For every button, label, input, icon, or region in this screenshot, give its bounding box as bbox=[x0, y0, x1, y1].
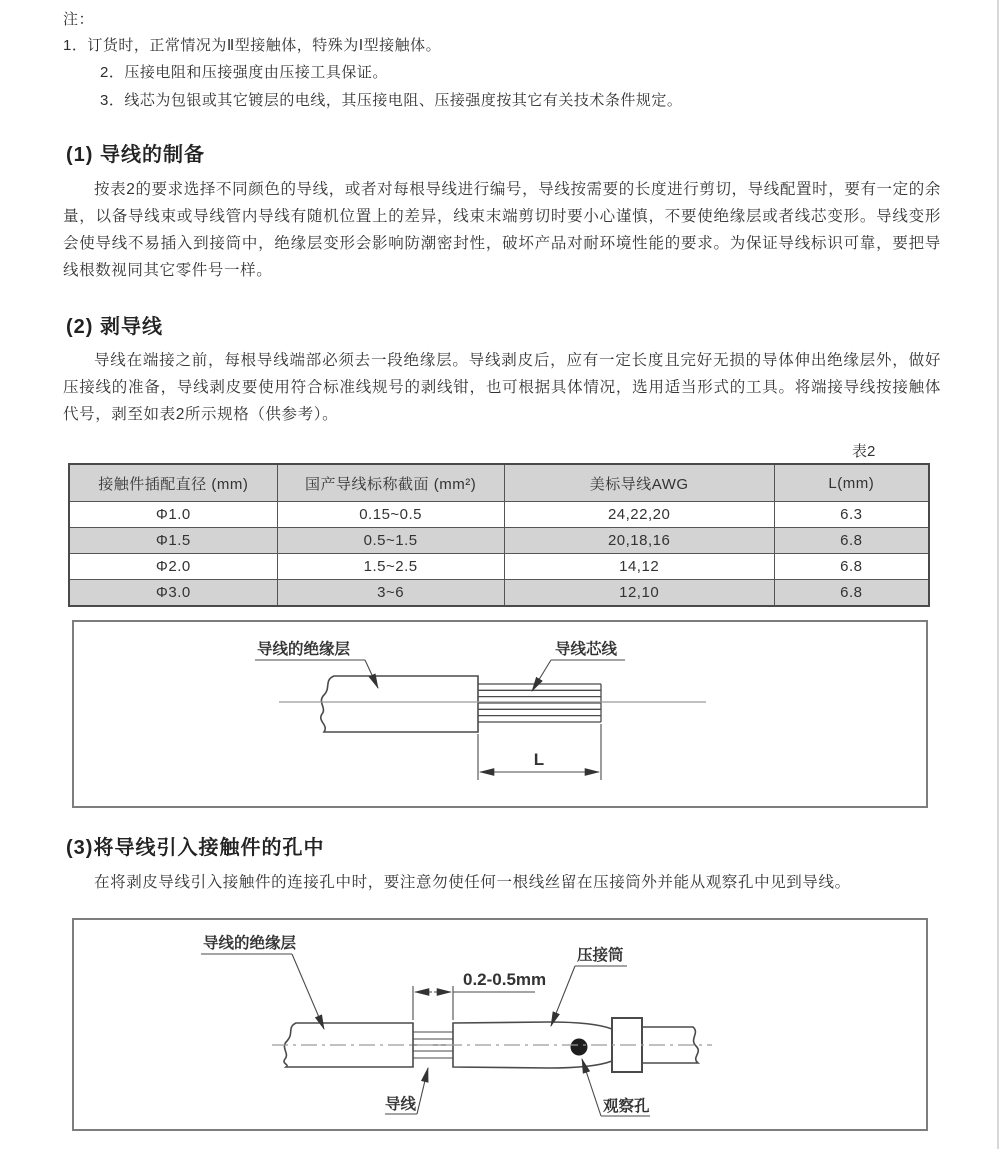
dim-gap-label: 0.2-0.5mm bbox=[463, 970, 547, 989]
cell-length: 6.8 bbox=[774, 554, 929, 580]
table-row bbox=[69, 528, 929, 554]
insulation-outline bbox=[321, 676, 478, 732]
cell-length: 6.8 bbox=[774, 528, 929, 554]
figure-stripped-wire bbox=[72, 620, 928, 808]
core-leader-line bbox=[532, 660, 625, 691]
cell-section: 0.15~0.5 bbox=[277, 502, 504, 528]
col-header-awg: 美标导线AWG bbox=[504, 464, 774, 502]
table-row bbox=[69, 554, 929, 580]
cell-diameter: Φ1.5 bbox=[69, 528, 277, 554]
section2-body: 导线在端接之前，每根导线端部必须去一段绝缘层。导线剥皮后，应有一定长度且完好无损的导体伸出绝缘层外，做好压接线的准备，导线剥皮要使用符合标准线规号的剥线钳，也可根据具体情况，选用适当形式的工具。将端接导线按接触体代号，剥至如表2所示规格（供参考）。 bbox=[63, 352, 941, 423]
inspection-hole-label: 观察孔 bbox=[603, 1098, 650, 1115]
insulation-label: 导线的绝缘层 bbox=[203, 935, 297, 952]
cell-diameter: Φ2.0 bbox=[69, 554, 277, 580]
crimp-barrel-label: 压接筒 bbox=[577, 947, 624, 964]
col-header-section: 国产导线标称截面 (mm²) bbox=[277, 464, 504, 502]
stripped-wire-drawing bbox=[74, 622, 926, 806]
core-label: 导线芯线 bbox=[555, 641, 618, 658]
cell-diameter: Φ1.0 bbox=[69, 502, 277, 528]
cell-length: 6.3 bbox=[774, 502, 929, 528]
cell-awg: 14,12 bbox=[504, 554, 774, 580]
cell-section: 0.5~1.5 bbox=[277, 528, 504, 554]
table-caption: 表2 bbox=[852, 443, 876, 460]
cell-awg: 20,18,16 bbox=[504, 528, 774, 554]
cell-awg: 12,10 bbox=[504, 580, 774, 607]
dimension-gap bbox=[413, 986, 535, 1020]
section1-title: (1) 导线的制备 bbox=[66, 144, 205, 166]
section1-body: 按表2的要求选择不同颜色的导线，或者对每根导线进行编号，导线按需要的长度进行剪切，导线配置时，要有一定的余量，以备导线束或导线管内导线有随机位置上的差异，线束末端剪切时要小心谨慎，不要使绝缘层或者线芯变形。导线变形会使导线不易插入到接筒中，绝缘层变形会影响防潮密封性，破坏产品对耐环境性能的要求。为保证导线标识可靠，要把导线根数视同其它零件号一样。 bbox=[63, 181, 941, 279]
dim-L-label: L bbox=[533, 750, 545, 769]
cell-diameter: Φ3.0 bbox=[69, 580, 277, 607]
note-item-2: 2．压接电阻和压接强度由压接工具保证。 bbox=[100, 64, 388, 81]
notes-label: 注： bbox=[63, 11, 95, 28]
figure-crimp-barrel bbox=[72, 918, 928, 1131]
cell-section: 3~6 bbox=[277, 580, 504, 607]
table-row bbox=[69, 580, 929, 607]
cell-section: 1.5~2.5 bbox=[277, 554, 504, 580]
section3-title: (3)将导线引入接触件的孔中 bbox=[66, 837, 325, 859]
note-item-1: 1．订货时，正常情况为Ⅱ型接触体，特殊为Ⅰ型接触体。 bbox=[63, 37, 442, 54]
page-edge bbox=[997, 0, 999, 1149]
note-item-3: 3．线芯为包银或其它镀层的电线，其压接电阻、压接强度按其它有关技术条件规定。 bbox=[100, 92, 683, 109]
table-row bbox=[69, 502, 929, 528]
wire-spec-table bbox=[68, 463, 930, 607]
crimp-barrel-drawing bbox=[74, 920, 926, 1129]
cell-length: 6.8 bbox=[774, 580, 929, 607]
section3-body: 在将剥皮导线引入接触件的连接孔中时，要注意勿使任何一根线丝留在压接筒外并能从观察孔中见到导线。 bbox=[94, 874, 851, 891]
col-header-length: L(mm) bbox=[774, 464, 929, 502]
inspection-hole bbox=[571, 1039, 588, 1056]
wire-label: 导线 bbox=[385, 1096, 417, 1113]
section2-title: (2) 剥导线 bbox=[66, 316, 163, 338]
core-strands bbox=[478, 684, 601, 722]
table-header-row bbox=[69, 464, 929, 502]
insulation-leader-line bbox=[201, 954, 324, 1029]
insulation-label: 导线的绝缘层 bbox=[257, 641, 351, 658]
col-header-diameter: 接触件插配直径 (mm) bbox=[69, 464, 277, 502]
cell-awg: 24,22,20 bbox=[504, 502, 774, 528]
